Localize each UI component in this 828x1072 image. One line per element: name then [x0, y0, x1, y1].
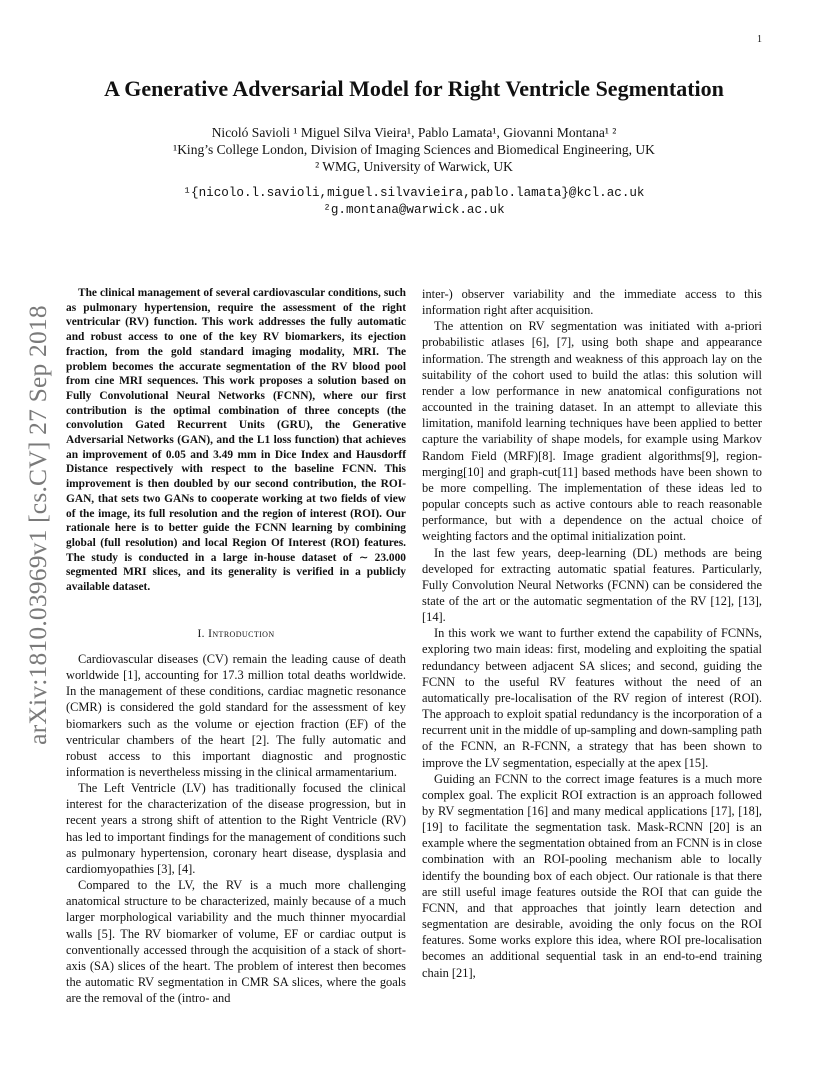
affiliation-2: ² WMG, University of Warwick, UK [315, 159, 513, 174]
author-names: Nicoló Savioli ¹ Miguel Silva Vieira¹, Pablo Lamata¹, Giovanni Montana¹ ² [211, 125, 617, 140]
right-column [422, 286, 762, 981]
intro-paragraph: Compared to the LV, the RV is a much more challenging anatomical structure to be characterized, mainly because of a much larger morphological variability and the much thinner myocardial walls [5]. The RV biomarker of volume, EF or cardiac output is conventionally accessed through the acquisition of a stack of short-axis (SA) slices of the heart. The problem of interest then becomes the automatic RV segmentation in CMR SA slices, where the goals are the removal of the (intro- and [66, 878, 406, 1006]
paper-title: A Generative Adversarial Model for Right Ventricle Segmentation [104, 76, 724, 101]
arxiv-stamp: arXiv:1810.03969v1 [cs.CV] 27 Sep 2018 [23, 305, 52, 745]
section-title: Introduction [208, 627, 275, 640]
body-paragraph: In the last few years, deep-learning (DL) methods are being developed for extracting automatic spatial features. Particularly, Fully Convolution Neural Networks (FCNN) can be considered the state of the art or the automatic segmentation of the RV [12], [13], [14]. [422, 545, 762, 625]
left-column [66, 286, 406, 1006]
page-number: 1 [757, 34, 762, 45]
affiliation-1: ¹King’s College London, Division of Imaging Sciences and Biomedical Engineering, UK [173, 142, 655, 157]
body-paragraph: inter-) observer variability and the immediate access to this information right after acquisition. [422, 287, 762, 318]
body-paragraph: The attention on RV segmentation was initiated with a-priori probabilistic atlases [6], [7], using both shape and appearance information. The strength and weakness of this approach lay on the suitability of the cohort used to build the atlas: this solution will render a low performance in new anatomical configurations not accounted in the training dataset. In an attempt to alleviate this limitation, manifold learning techniques have been applied to better capture the variability of shape models, for example using Markov Random Field (MRF)[8]. Image gradient algorithms[9], region-merging[10] and graph-cut[11] based methods have been shown to be more compelling. The implementation of these ideas led to popular concepts such as active contours able to reach reasonable performance, but with a dependence on the actual choice of weighting factors and the optimal initialization point. [422, 319, 762, 544]
intro-paragraph: The Left Ventricle (LV) has traditionally focused the clinical interest for the characterization of the disease progression, but in recent years a strong shift of attention to the Right Ventricle (RV) has led to important findings for the management of conditions such as pulmonary hypertension, coronary heart disease, dysplasia and cardiomyopathies [3], [4]. [66, 781, 406, 876]
section-heading-introduction [66, 626, 406, 642]
abstract [66, 286, 406, 595]
email-2: ²g.montana@warwick.ac.uk [323, 203, 505, 217]
abstract-text: The clinical management of several cardiovascular conditions, such as pulmonary hypertension, require the assessment of the right ventricular (RV) function. This work addresses the fully automatic and robust access to one of the key RV biomarkers, its ejection fraction, from the gold standard imaging modality, MRI. The problem becomes the accurate segmentation of the RV blood pool from cine MRI sequences. This work proposes a solution based on Fully Convolutional Neural Networks (FCNN), where our first contribution is the optimal combination of three concepts (the convolution Gated Recurrent Units (GRU), the Generative Adversarial Networks (GAN), and the L1 loss function) that achieves an improvement of 0.05 and 3.49 mm in Dice Index and Hausdorff Distance respectively with respect to the baseline FCNN. This improvement is then doubled by our second contribution, the ROI-GAN, that sets two GANs to cooperate working at two fields of view of the image, its full resolution and the region of interest (ROI). Our rationale here is to better guide the FCNN learning by combining global (full resolution) and local Region Of Interest (ROI) features. The study is conducted in a large in-house dataset of ∼ 23.000 segmented MRI slices, and its generality is verified in a publicly available dataset. [66, 287, 406, 594]
body-paragraph: In this work we want to further extend the capability of FCNNs, exploring two main ideas: first, modeling and exploiting the spatial redundancy between adjacent SA slices; and second, guiding the FCNN to the useful RV features without the need of an automatically pre-localisation of the RV region of interest (ROI). The approach to exploit spatial redundancy is the incorporation of a recurrent unit in the middle of up-sampling and down-sampling path of the FCNN, an R-FCNN, a strategy that has been shown to improve the LV segmentation, especially at the apex [15]. [422, 626, 762, 770]
email-1: ¹{nicolo.l.savioli,miguel.silvavieira,pablo.lamata}@kcl.ac.uk [183, 186, 645, 200]
section-number: I. [197, 627, 205, 640]
author-block [60, 124, 768, 219]
intro-paragraph: Cardiovascular diseases (CV) remain the leading cause of death worldwide [1], accounting for 17.3 million total deaths worldwide. In the management of these conditions, cardiac magnetic resonance (CMR) is considered the gold standard for the assessment of key biomarkers such as the volume or ejection fraction (EF) of the ventricular chambers of the heart [2]. The fully automatic and robust access to this important diagnostic and prognostic information is nevertheless missing in the clinical armamentarium. [66, 651, 406, 780]
body-paragraph: Guiding an FCNN to the correct image features is a much more complex goal. The explicit ROI extraction is an approach followed by RV segmentation [16] and many medical applications [17], [18], [19] to facilitate the segmentation task. Mask-RCNN [20] is an example where the segmentation obtained from an FCNN is in close combination with an ROI-pooling mechanism able to locally identify the bounding box of each object. Our rationale is that there are still useful image features outside the ROI that can guide the FCNN, and that approaches that jointly learn detection and segmentation are desirable, avoiding the only focus on the ROI features. Some works explore this idea, where ROI pre-localisation becomes an additional sequential task in an end-to-end training chain [21], [422, 771, 762, 980]
